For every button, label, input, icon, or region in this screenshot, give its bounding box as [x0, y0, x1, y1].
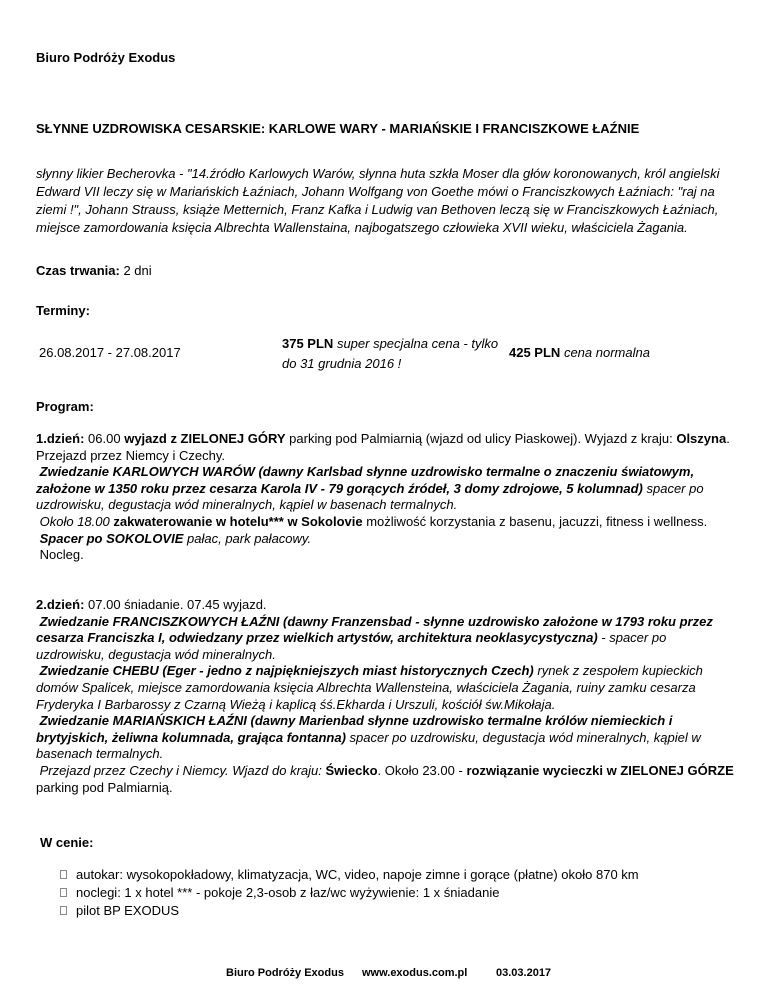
day1-text: Olszyna	[676, 431, 727, 446]
list-item-text: noclegi: 1 x hotel *** - pokoje 2,3-osob z łaz/wc wyżywienie: 1 x śniadanie	[76, 885, 500, 900]
day2-text: spacer po uzdrowisku, degustacja wód mineralnych, kąpiel w basenach termalnych.	[36, 729, 701, 762]
duration-label: Czas trwania:	[36, 263, 120, 278]
day2-text: . Około 23.00 -	[377, 762, 463, 778]
bullet-icon	[60, 888, 67, 897]
bullet-icon	[60, 870, 67, 879]
includes-label: W cenie:	[40, 835, 94, 850]
list-item	[60, 866, 639, 884]
term-price-special	[282, 334, 502, 374]
day2-text: Zwiedzanie FRANCISZKOWYCH ŁAŹNI (dawny Franzensbad - słynne uzdrowisko założone w 1793 roku przez cesarza Franciszka I, odwiedzany przez wielkich artystów, architektura neoklasycystyczna)	[36, 613, 713, 646]
program-day-2	[36, 597, 736, 796]
price-normal-value: 425 PLN	[509, 345, 561, 360]
day1-text: zakwaterowanie w hotelu*** w Sokolovie	[113, 513, 363, 529]
day1-text: Spacer po SOKOLOVIE	[39, 530, 184, 546]
terms-label: Terminy:	[36, 303, 90, 318]
list-item	[60, 884, 639, 902]
day1-text: 06.00	[88, 431, 121, 446]
price-special-value: 375 PLN	[282, 336, 334, 351]
footer-date: 03.03.2017	[496, 967, 552, 979]
day1-text: Około 18.00	[39, 513, 110, 529]
day1-text: . Przejazd przez Niemcy i Czechy.	[36, 431, 730, 463]
duration	[36, 263, 152, 278]
day2-text: Zwiedzanie MARIAŃSKICH ŁAŹNI (dawny Marienbad słynne uzdrowisko termalne królów niemieckich i brytyjskich, żeliwna kolumnada, grająca fontanna)	[36, 713, 673, 745]
day1-text: Zwiedzanie KARLOWYCH WARÓW (dawny Karlsbad słynne uzdrowisko termalne o znaczeniu światowym, założone w 1350 roku przez cesarza Karola IV - 79 gorących źródeł, 3 domy zdrojowe, 5 kolumnad)	[36, 464, 695, 496]
includes-list	[60, 866, 639, 920]
day1-text: parking pod Palmiarnią (wjazd od ulicy Piaskowej). Wyjazd z kraju:	[289, 431, 673, 446]
day1-text: możliwość korzystania z basenu, jacuzzi, fitness i wellness.	[366, 513, 708, 529]
program-day-1	[36, 431, 736, 564]
day1-label: 1.dzień:	[36, 431, 85, 446]
day2-text: parking pod Palmiarnią.	[36, 779, 173, 795]
trip-title: SŁYNNE UZDROWISKA CESARSKIE: KARLOWE WARY - MARIAŃSKIE I FRANCISZKOWE ŁAŹNIE	[36, 121, 640, 136]
price-special-note: super specjalna cena - tylko do 31 grudnia 2016 !	[282, 336, 499, 371]
term-date: 26.08.2017 - 27.08.2017	[39, 345, 181, 360]
day2-text: rozwiązanie wycieczki w ZIELONEJ GÓRZE	[466, 762, 734, 778]
day1-text: spacer po uzdrowisku, degustacja wód mineralnych, kąpiel w basenach termalnych.	[36, 480, 704, 513]
price-normal-note: cena normalna	[563, 345, 650, 360]
day2-label: 2.dzień:	[36, 597, 85, 612]
day1-text: pałac, park pałacowy.	[187, 530, 312, 546]
program-label: Program:	[36, 399, 94, 414]
footer-website[interactable]: www.exodus.com.pl	[362, 967, 468, 979]
day2-text: - spacer po uzdrowisku, degustacja wód mineralnych.	[36, 630, 667, 662]
day1-text: wyjazd z ZIELONEJ GÓRY	[124, 431, 286, 446]
day2-text: Świecko	[325, 762, 378, 778]
intro-paragraph: słynny likier Becherovka - "14.źródło Karlowych Warów, słynna huta szkła Moser dla głów koronowanych, król angielski Edward VII leczy się w Mariańskich Łaźniach, Johann Wolfgang von Goethe mówi o Franciszkowych Łaźniach: "raj na ziemi !", Johann Strauss, książe Metternich, Franz Kafka i Ludwig van Bethoven leczą się w Franciszkowych Łaźniach, miejsce zamordowania księcia Albrechta Wallenstaina, najbogatszego człowieka XVII wieku, właściciela Żagania.	[36, 166, 720, 235]
agency-name: Biuro Podróży Exodus	[36, 50, 176, 65]
footer-agency: Biuro Podróży Exodus	[226, 967, 344, 979]
list-item-text: autokar: wysokopokładowy, klimatyzacja, WC, video, napoje zimne i gorące (płatne) około 870 km	[76, 867, 639, 882]
list-item	[60, 902, 639, 920]
day2-text: rynek z zespołem kupieckich domów Spalicek, miejsce zamordowania księcia Albrechta Wallensteina, właściciela Żagania, ruiny zamku cesarza Fryderyka I Barbarossy z Czarną Wieżą i kaplicą śś.Ekharda i Urszuli, kościół św.Mikołaja.	[36, 663, 703, 712]
day2-text: Przejazd przez Czechy i Niemcy. Wjazd do kraju:	[39, 762, 322, 778]
day2-text: Zwiedzanie CHEBU (Eger - jedno z najpiękniejszych miast historycznych Czech)	[39, 663, 534, 679]
term-price-normal	[509, 345, 650, 360]
duration-value: 2 dni	[123, 263, 152, 278]
bullet-icon	[60, 906, 67, 915]
day2-text: 07.00 śniadanie. 07.45 wyjazd.	[88, 597, 267, 612]
day1-text: Nocleg.	[39, 547, 84, 563]
list-item-text: pilot BP EXODUS	[76, 903, 180, 918]
